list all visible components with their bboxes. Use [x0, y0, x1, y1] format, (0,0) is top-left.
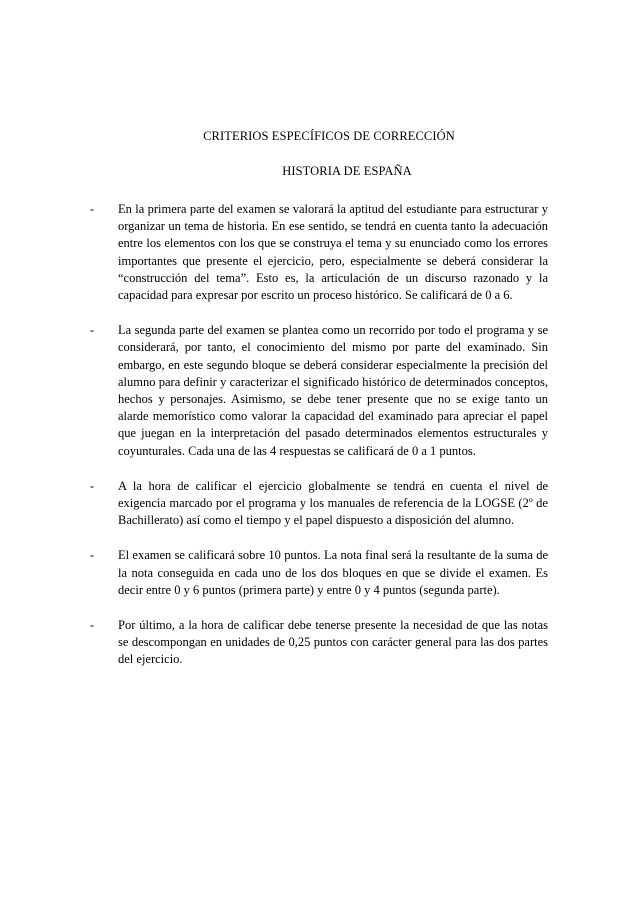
- criteria-text: La segunda parte del examen se plantea como un recorrido por todo el programa y se considerará, por tanto, el conocimiento del mismo por parte del examinado. Sin embargo, en este segundo bloque se deberá considerar especialmente la precisión del alumno para definir y caracterizar el significado histórico de determinados conceptos, hechos y personajes. Asimismo, se debe tener presente que no se exige tanto un alarde memorístico como valorar la capacidad del examinado para apreciar el papel que juegan en la interpretación del pasado determinados elementos estructurales y coyunturales. Cada una de las 4 respuestas se calificará de 0 a 1 puntos.: [118, 323, 548, 458]
- criteria-item: [90, 478, 548, 530]
- bullet-dash: -: [90, 323, 95, 338]
- criteria-item: [90, 547, 548, 599]
- criteria-item: [90, 617, 548, 669]
- criteria-text: El examen se calificará sobre 10 puntos. La nota final será la resultante de la suma de la nota conseguida en cada uno de los dos bloques en que se divide el examen. Es decir entre 0 y 6 puntos (primera parte) y entre 0 y 4 puntos (segunda parte).: [118, 548, 548, 597]
- bullet-dash: -: [90, 548, 95, 563]
- criteria-list: [90, 201, 548, 687]
- bullet-dash: -: [90, 478, 95, 493]
- criteria-item: [90, 201, 548, 304]
- document-subtitle: HISTORIA DE ESPAÑA: [282, 164, 412, 178]
- bullet-dash: -: [90, 618, 95, 633]
- criteria-item: [90, 322, 548, 460]
- document-title: CRITERIOS ESPECÍFICOS DE CORRECCIÓN: [203, 129, 455, 143]
- criteria-text: Por último, a la hora de calificar debe tenerse presente la necesidad de que las notas se descompongan en unidades de 0,25 puntos con carácter general para las dos partes del ejercicio.: [118, 618, 548, 667]
- criteria-text: En la primera parte del examen se valorará la aptitud del estudiante para estructurar y organizar un tema de historia. En ese sentido, se tendrá en cuenta tanto la adecuación entre los elementos con los que se construya el tema y su enunciado como los errores importantes que presente el ejercicio, pero, especialmente se deberá considerar la “construcción del tema”. Esto es, la articulación de un discurso razonado y la capacidad para expresar por escrito un proceso histórico. Se calificará de 0 a 6.: [118, 202, 548, 303]
- bullet-dash: -: [90, 202, 95, 216]
- criteria-text: A la hora de calificar el ejercicio globalmente se tendrá en cuenta el nivel de exigencia marcado por el programa y los manuales de referencia de la LOGSE (2º de Bachillerato) así como el tiempo y el papel dispuesto a disposición del alumno.: [118, 478, 548, 528]
